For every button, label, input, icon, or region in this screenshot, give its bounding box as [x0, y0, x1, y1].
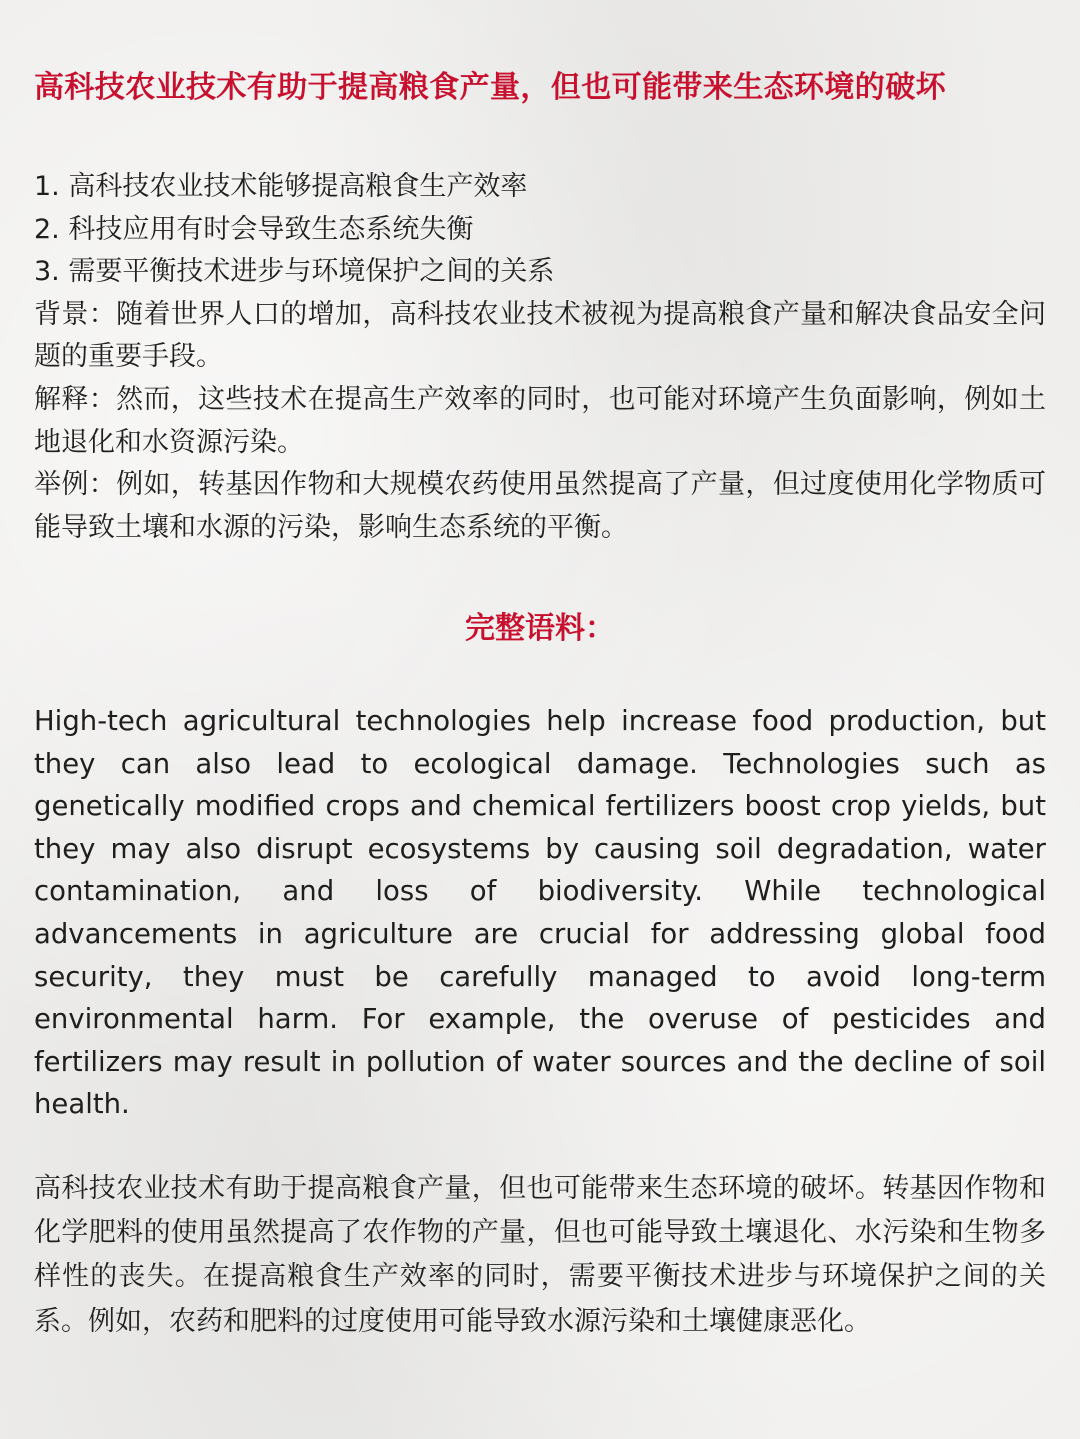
summary-point-3: 3. 需要平衡技术进步与环境保护之间的关系: [34, 256, 555, 288]
english-paragraph: High-tech agricultural technologies help increase food production, but they can also lead to ecological damage. Technologies such as genetically modified crops and chemical fertilizers boost crop yields, but they may also disrupt ecosystems by causing soil degradation, water contamination, and loss of biodiversity. While technological advancements in agriculture are crucial for addressing global food security, they must be carefully managed to avoid long-term environmental harm. For example, the overuse of pesticides and fertilizers may result in pollution of water sources and the decline of soil health.: [34, 705, 1046, 1121]
summary-point-1: 1. 高科技农业技术能够提高粮食生产效率: [34, 171, 528, 202]
chinese-paragraph: 高科技农业技术有助于提高粮食产量，但也可能带来生态环境的破坏。转基因作物和化学肥料的使用虽然提高了农作物的产量，但也可能导致土壤退化、水污染和生物多样性的丧失。在提高粮食生产效率的同时，需要平衡技术进步与环境保护之间的关系。例如，农药和肥料的过度使用可能导致水源污染和土壤健康恶化。: [34, 1173, 1046, 1337]
section-heading: 完整语料：: [465, 611, 615, 646]
summary-explanation: 解释：然而，这些技术在提高生产效率的同时，也可能对环境产生负面影响，例如土地退化和水资源污染。: [34, 383, 1046, 458]
page-title: 高科技农业技术有助于提高粮食产量，但也可能带来生态环境的破坏: [34, 70, 946, 105]
summary-background: 背景：随着世界人口的增加，高科技农业技术被视为提高粮食产量和解决食品安全问题的重要手段。: [34, 298, 1046, 373]
summary-point-2: 2. 科技应用有时会导致生态系统失衡: [34, 213, 474, 245]
summary-example: 举例：例如，转基因作物和大规模农药使用虽然提高了产量，但过度使用化学物质可能导致土壤和水源的污染，影响生态系统的平衡。: [34, 469, 1046, 543]
summary-block: [34, 166, 1046, 549]
